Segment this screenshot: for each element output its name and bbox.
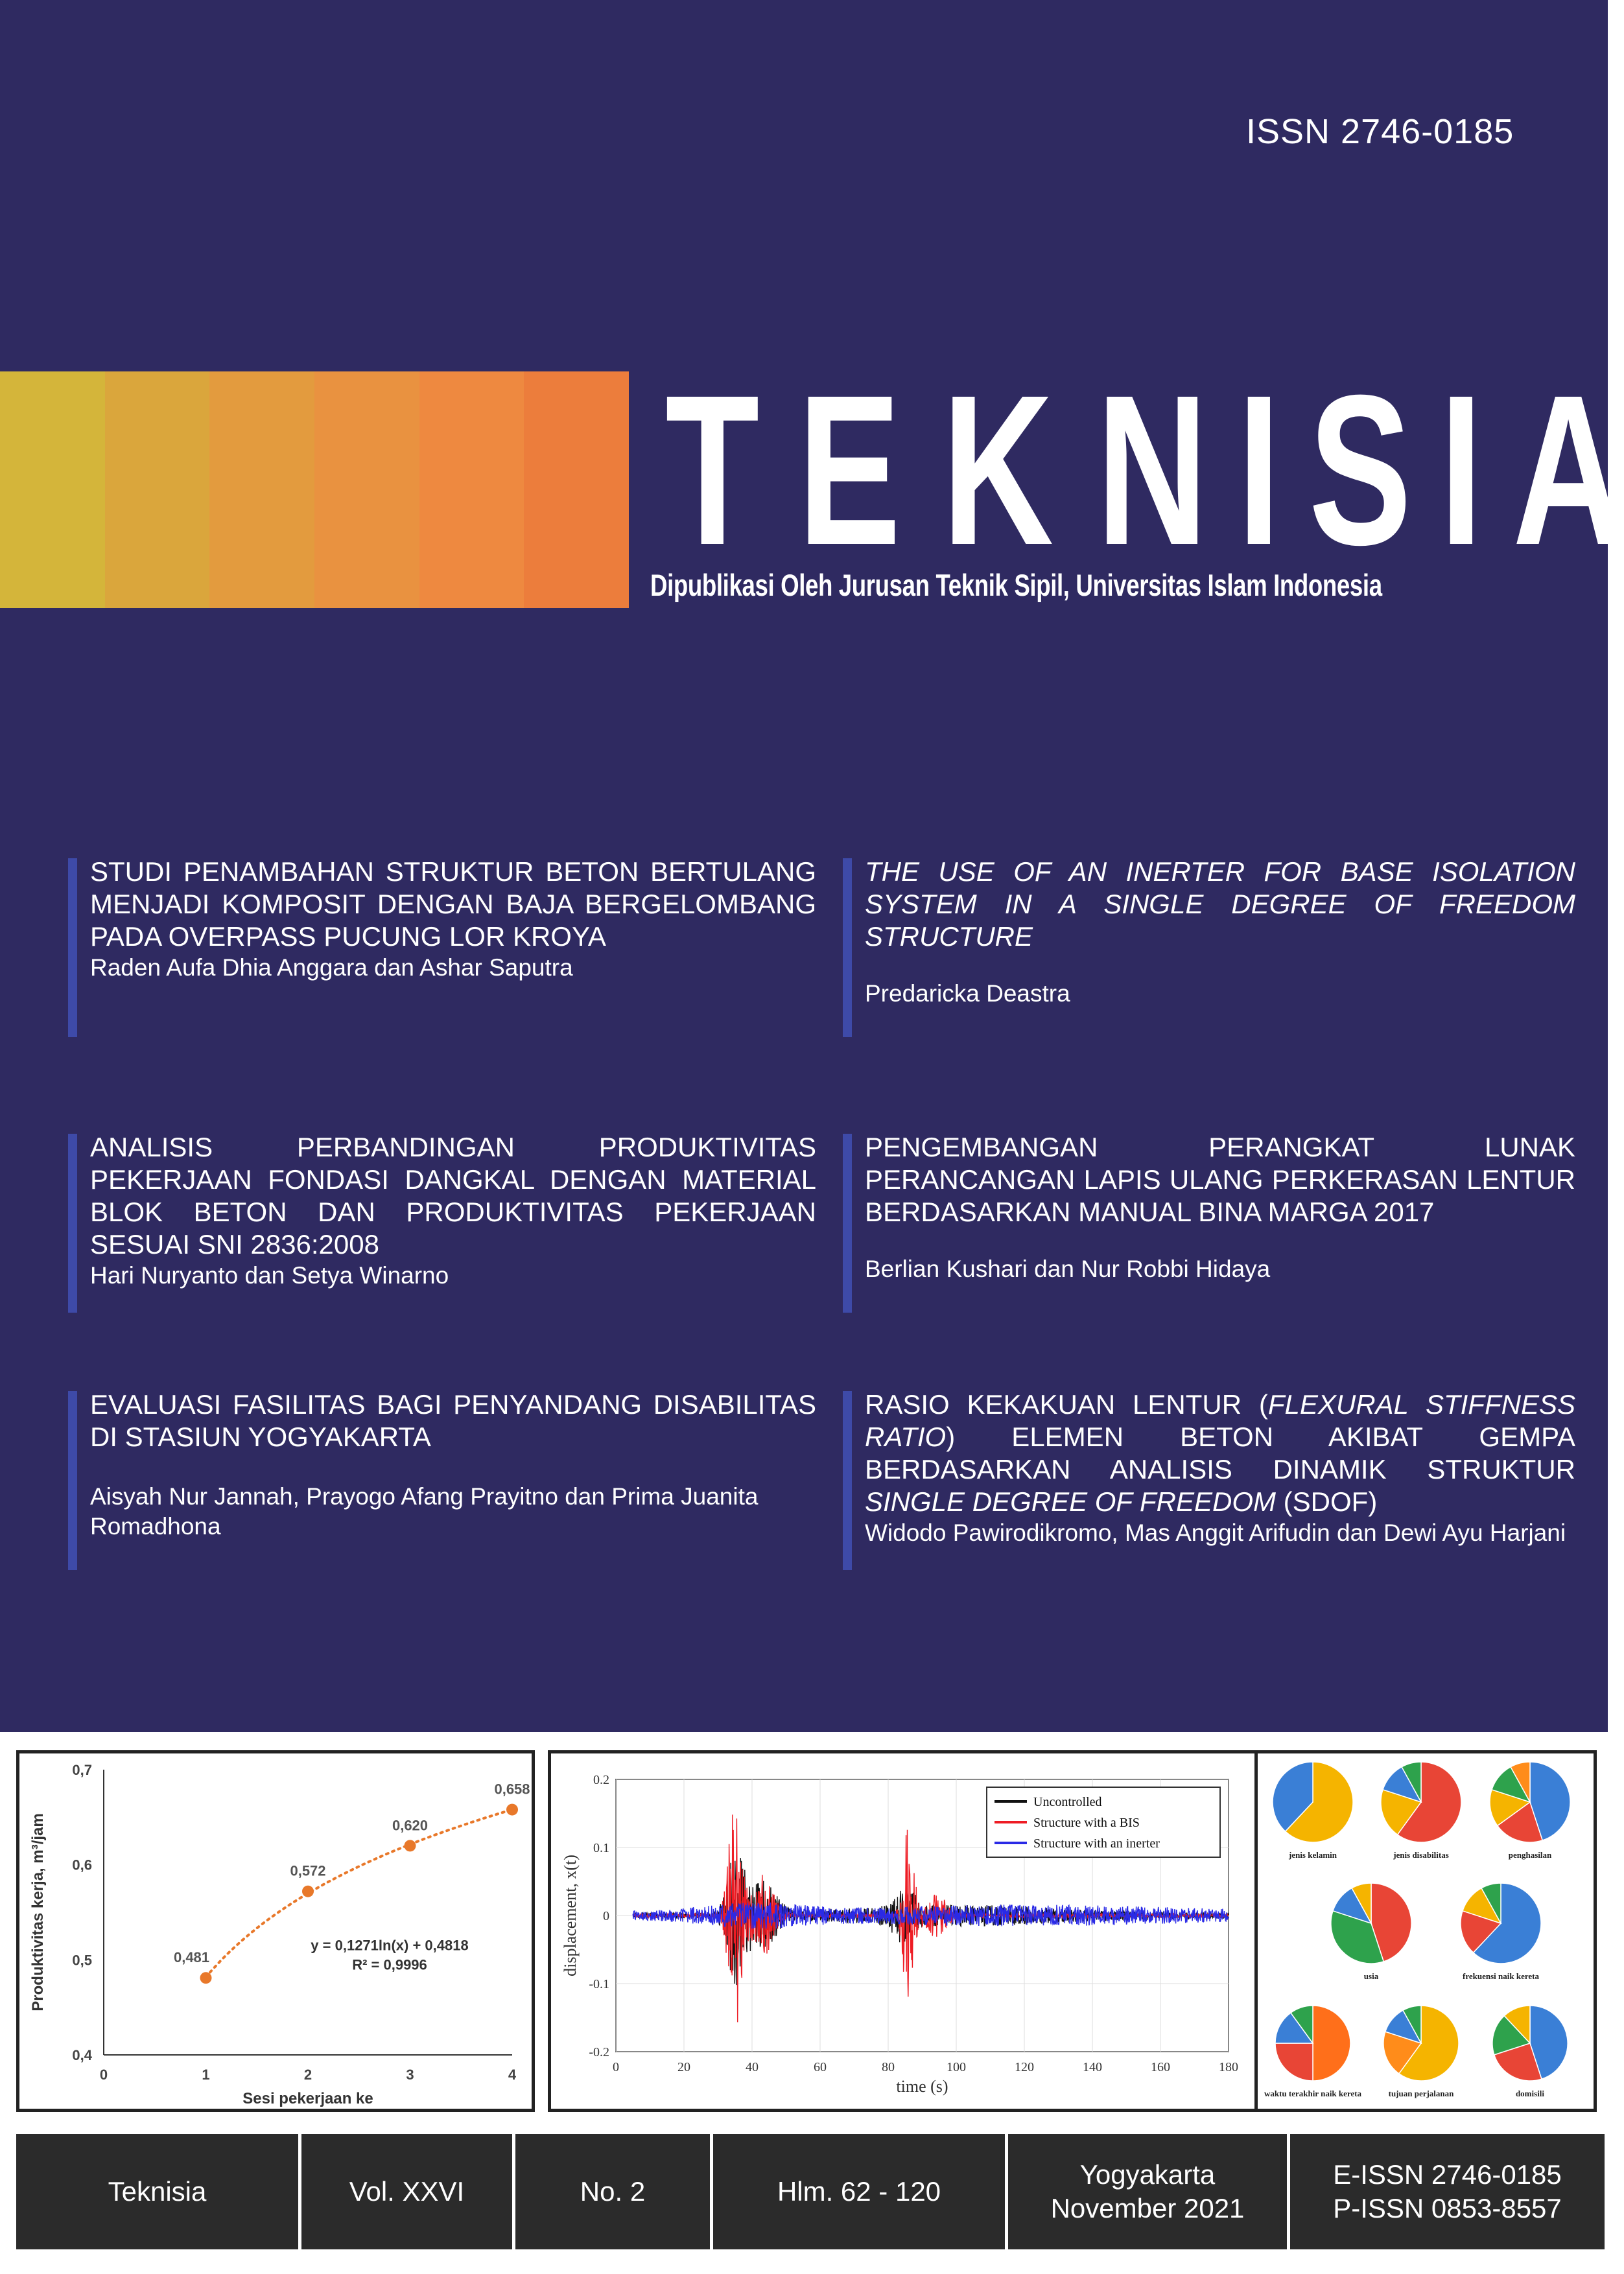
x-tick-label: 40 [746, 2060, 759, 2074]
y-tick-label: 0.1 [593, 1841, 609, 1855]
title-letter: I [1238, 350, 1281, 589]
footer-date: November 2021 [1050, 2193, 1245, 2223]
legend-label: Structure with a BIS [1033, 1816, 1140, 1830]
pie-label: domisili [1515, 2089, 1545, 2098]
y-tick-label: 0 [603, 1909, 609, 1923]
x-tick-label: 80 [882, 2060, 895, 2074]
article-title: THE USE OF AN INERTER FOR BASE ISOLATION SYSTEM IN A SINGLE DEGREE OF FREEDOM STRUCTURE [865, 856, 1575, 952]
stripe-segment [419, 371, 524, 608]
pie-label: jenis kelamin [1288, 1850, 1337, 1860]
stripe-segment [0, 371, 105, 608]
x-tick-label: 160 [1151, 2060, 1170, 2074]
productivity-chart [19, 1753, 532, 2109]
x-tick-label: 180 [1219, 2060, 1238, 2074]
footer-number: No. 2 [515, 2134, 710, 2249]
x-tick-label: 140 [1083, 2060, 1102, 2074]
article-3 [68, 1131, 816, 1313]
stripe-segment [314, 371, 419, 608]
data-point [302, 1886, 314, 1897]
displacement-chart-panel [548, 1750, 1258, 2112]
footer-city: Yogyakarta [1079, 2159, 1216, 2190]
article-5 [68, 1389, 816, 1570]
pie-charts-panel [1254, 1750, 1597, 2112]
x-tick-label: 20 [677, 2060, 690, 2074]
x-axis-label: time (s) [896, 2077, 948, 2096]
pie-label: tujuan perjalanan [1388, 2089, 1454, 2098]
data-label: 0,481 [173, 1949, 210, 1966]
x-tick-label: 0 [613, 2060, 619, 2074]
x-tick-label: 0 [99, 2067, 108, 2083]
data-point [405, 1840, 416, 1851]
data-label: 0,620 [392, 1817, 429, 1834]
pie-label: frekuensi naik kereta [1463, 1971, 1539, 1981]
x-tick-label: 60 [814, 2060, 827, 2074]
footer-eissn: E-ISSN 2746-0185 [1333, 2159, 1562, 2190]
article-authors: Widodo Pawirodikromo, Mas Anggit Arifudin dan Dewi Ayu Harjani [865, 1519, 1566, 1546]
x-tick-label: 100 [947, 2060, 966, 2074]
footer-place-date [1008, 2134, 1287, 2249]
pie-slice [1275, 2043, 1313, 2081]
article-authors: Hari Nuryanto dan Setya Winarno [90, 1262, 449, 1289]
x-tick-label: 120 [1015, 2060, 1034, 2074]
legend-label: Structure with an inerter [1033, 1836, 1160, 1851]
title-letter: K [942, 350, 1053, 589]
title-letter: A [1512, 350, 1624, 589]
article-authors: Berlian Kushari dan Nur Robbi Hidaya [865, 1256, 1271, 1282]
trendline-equation: y = 0,1271ln(x) + 0,4818 [311, 1937, 469, 1954]
pie-label: jenis disabilitas [1393, 1850, 1449, 1860]
y-tick-label: 0,4 [72, 2047, 92, 2063]
figure-panels [0, 1750, 1608, 2120]
legend-label: Uncontrolled [1033, 1795, 1102, 1809]
x-tick-label: 1 [202, 2067, 210, 2083]
pie-label: usia [1363, 1971, 1379, 1981]
x-axis-label: Sesi pekerjaan ke [242, 2090, 373, 2107]
footer-bar [16, 2134, 1608, 2249]
title-letter: N [1096, 350, 1208, 589]
displacement-chart [551, 1753, 1254, 2109]
article-2 [843, 856, 1575, 1037]
y-axis-label: displacement, x(t) [561, 1855, 580, 1976]
footer-volume: Vol. XXVI [301, 2134, 512, 2249]
article-title: ANALISIS PERBANDINGAN PRODUKTIVITAS PEKERJAAN FONDASI DANGKAL DENGAN MATERIAL BLOK BETON DAN PRODUKTIVITAS PEKERJAAN SESUAI SNI 2836:2008 [90, 1132, 816, 1260]
y-tick-label: -0.2 [589, 2045, 609, 2059]
article-title: PENGEMBANGAN PERANGKAT LUNAK PERANCANGAN LAPIS ULANG PERKERASAN LENTUR BERDASARKAN MANUAL BINA MARGA 2017 [865, 1132, 1575, 1227]
article-authors: Predaricka Deastra [865, 980, 1070, 1007]
article-1 [68, 856, 816, 1037]
pie-slice [1313, 2006, 1350, 2081]
x-tick-label: 2 [303, 2067, 312, 2083]
article-title: RASIO KEKAKUAN LENTUR (FLEXURAL STIFFNESS RATIO) ELEMEN BETON AKIBAT GEMPA BERDASARKAN ANALISIS DINAMIK STRUKTUR SINGLE DEGREE OF FREEDOM (SDOF) [865, 1389, 1575, 1517]
y-tick-label: -0.1 [589, 1977, 609, 1991]
data-point [200, 1972, 212, 1984]
pie-label: penghasilan [1508, 1850, 1552, 1860]
stripe-segment [209, 371, 314, 608]
y-tick-label: 0.2 [593, 1773, 609, 1787]
pie-label: waktu terakhir naik kereta [1264, 2089, 1362, 2098]
title-letter: I [1439, 350, 1483, 589]
footer-pissn: P-ISSN 0853-8557 [1333, 2193, 1562, 2223]
data-point [506, 1804, 518, 1816]
article-6 [843, 1389, 1575, 1570]
article-title: EVALUASI FASILITAS BAGI PENYANDANG DISABILITAS DI STASIUN YOGYAKARTA [90, 1389, 816, 1452]
article-4 [843, 1131, 1575, 1313]
title-letter: S [1308, 350, 1412, 589]
x-tick-label: 4 [508, 2067, 517, 2083]
data-label: 0,572 [290, 1862, 326, 1879]
article-title: STUDI PENAMBAHAN STRUKTUR BETON BERTULANG MENJADI KOMPOSIT DENGAN BAJA BERGELOMBANG PADA OVERPASS PUCUNG LOR KROYA [90, 856, 816, 952]
y-axis-label: Produktivitas kerja, m³/jam [29, 1813, 47, 2011]
footer-issn [1290, 2134, 1605, 2249]
y-tick-label: 0,7 [72, 1762, 92, 1778]
data-label: 0,658 [494, 1781, 530, 1798]
x-tick-label: 3 [406, 2067, 414, 2083]
footer-pages: Hlm. 62 - 120 [713, 2134, 1005, 2249]
stripe-segment [105, 371, 210, 608]
y-tick-label: 0,5 [72, 1952, 92, 1969]
productivity-chart-panel [16, 1750, 535, 2112]
title-letter: T [665, 350, 760, 589]
publisher-line: Dipublikasi Oleh Jurusan Teknik Sipil, Universitas Islam Indonesia [650, 568, 1382, 602]
color-stripe [0, 371, 629, 608]
r-squared: R² = 0,9996 [352, 1956, 427, 1973]
footer-journal: Teknisia [16, 2134, 298, 2249]
pie-charts [1258, 1753, 1594, 2109]
y-tick-label: 0,6 [72, 1857, 92, 1873]
stripe-segment [524, 371, 629, 608]
issn-label: ISSN 2746-0185 [1246, 112, 1514, 151]
article-authors: Aisyah Nur Jannah, Prayogo Afang Prayitno dan Prima Juanita Romadhona [90, 1483, 759, 1540]
article-authors: Raden Aufa Dhia Anggara dan Ashar Saputra [90, 954, 573, 981]
title-letter: E [797, 350, 900, 589]
